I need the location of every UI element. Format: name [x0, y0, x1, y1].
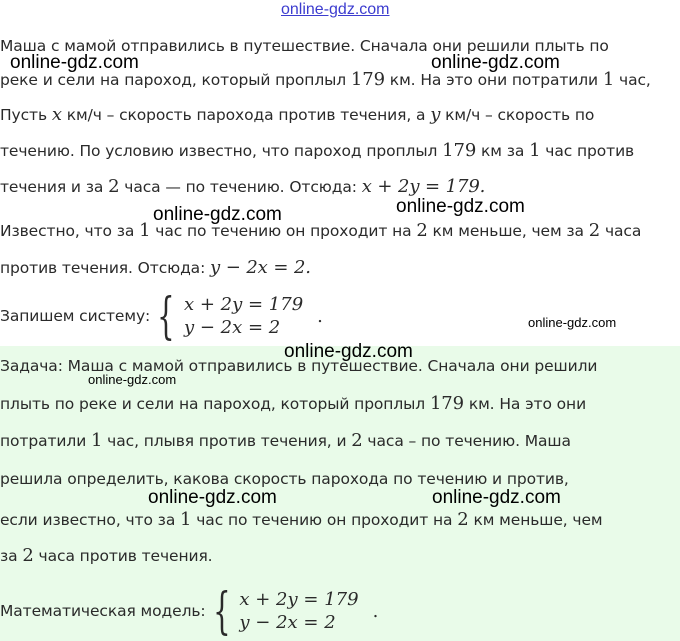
system-label: Запишем систему:	[0, 307, 151, 325]
task-line-2: плыть по реке и сели на пароход, который проплыл 179 км. На это они	[0, 393, 587, 414]
system-equation-2: y − 2x = 2	[183, 317, 281, 338]
solution-line-7: против течения. Отсюда: y − 2x = 2.	[0, 257, 311, 278]
watermark: online-gdz.com	[88, 372, 177, 387]
watermark: online-gdz.com	[431, 52, 560, 73]
task-line-6: за 2 часа против течения.	[0, 545, 213, 566]
solution-line-2: реке и сели на пароход, который проплыл 179 км. На это они потратили 1 час,	[0, 69, 651, 90]
model-equation-2: y − 2x = 2	[239, 612, 336, 633]
model-dot: .	[372, 600, 379, 622]
solution-line-6: Известно, что за 1 час по течению он проходит на 2 км меньше, чем за 2 часа	[0, 220, 642, 241]
math-model	[0, 582, 379, 640]
watermark: online-gdz.com	[432, 487, 561, 508]
solution-line-4: течению. По условию известно, что пароход проплыл 179 км за 1 час против	[0, 140, 635, 161]
solution-line-3: Пусть x км/ч – скорость парохода против течения, а y км/ч – скорость по	[0, 104, 595, 125]
model-label: Математическая модель:	[0, 602, 206, 620]
task-line-4: решила определить, какова скорость парохода по течению и против,	[0, 470, 569, 488]
watermark: online-gdz.com	[153, 204, 282, 225]
watermark: online-gdz.com	[396, 196, 525, 217]
site-link[interactable]: online-gdz.com	[281, 1, 390, 18]
task-line-3: потратили 1 час, плывя против течения, и 2 часа – по течению. Маша	[0, 430, 571, 451]
task-line-5: если известно, что за 1 час по течению он проходит на 2 км меньше, чем	[0, 509, 603, 530]
brace-icon: {	[157, 287, 175, 345]
solution-line-5: течения и за 2 часа — по течению. Отсюда: x + 2y = 179.	[0, 176, 486, 197]
brace-icon: {	[212, 582, 231, 640]
watermark: online-gdz.com	[148, 487, 277, 508]
watermark: online-gdz.com	[528, 315, 617, 330]
watermark: online-gdz.com	[10, 52, 139, 73]
model-equation-1: x + 2y = 179	[239, 589, 359, 610]
solution-line-1: Маша с мамой отправились в путешествие. Сначала они решили плыть по	[0, 37, 609, 55]
watermark: online-gdz.com	[284, 341, 413, 362]
system-of-equations	[0, 287, 323, 345]
system-dot: .	[317, 305, 323, 327]
task-line-1: Задача: Маша с мамой отправились в путешествие. Сначала они решили	[0, 357, 598, 375]
system-equation-1: x + 2y = 179	[183, 294, 304, 315]
